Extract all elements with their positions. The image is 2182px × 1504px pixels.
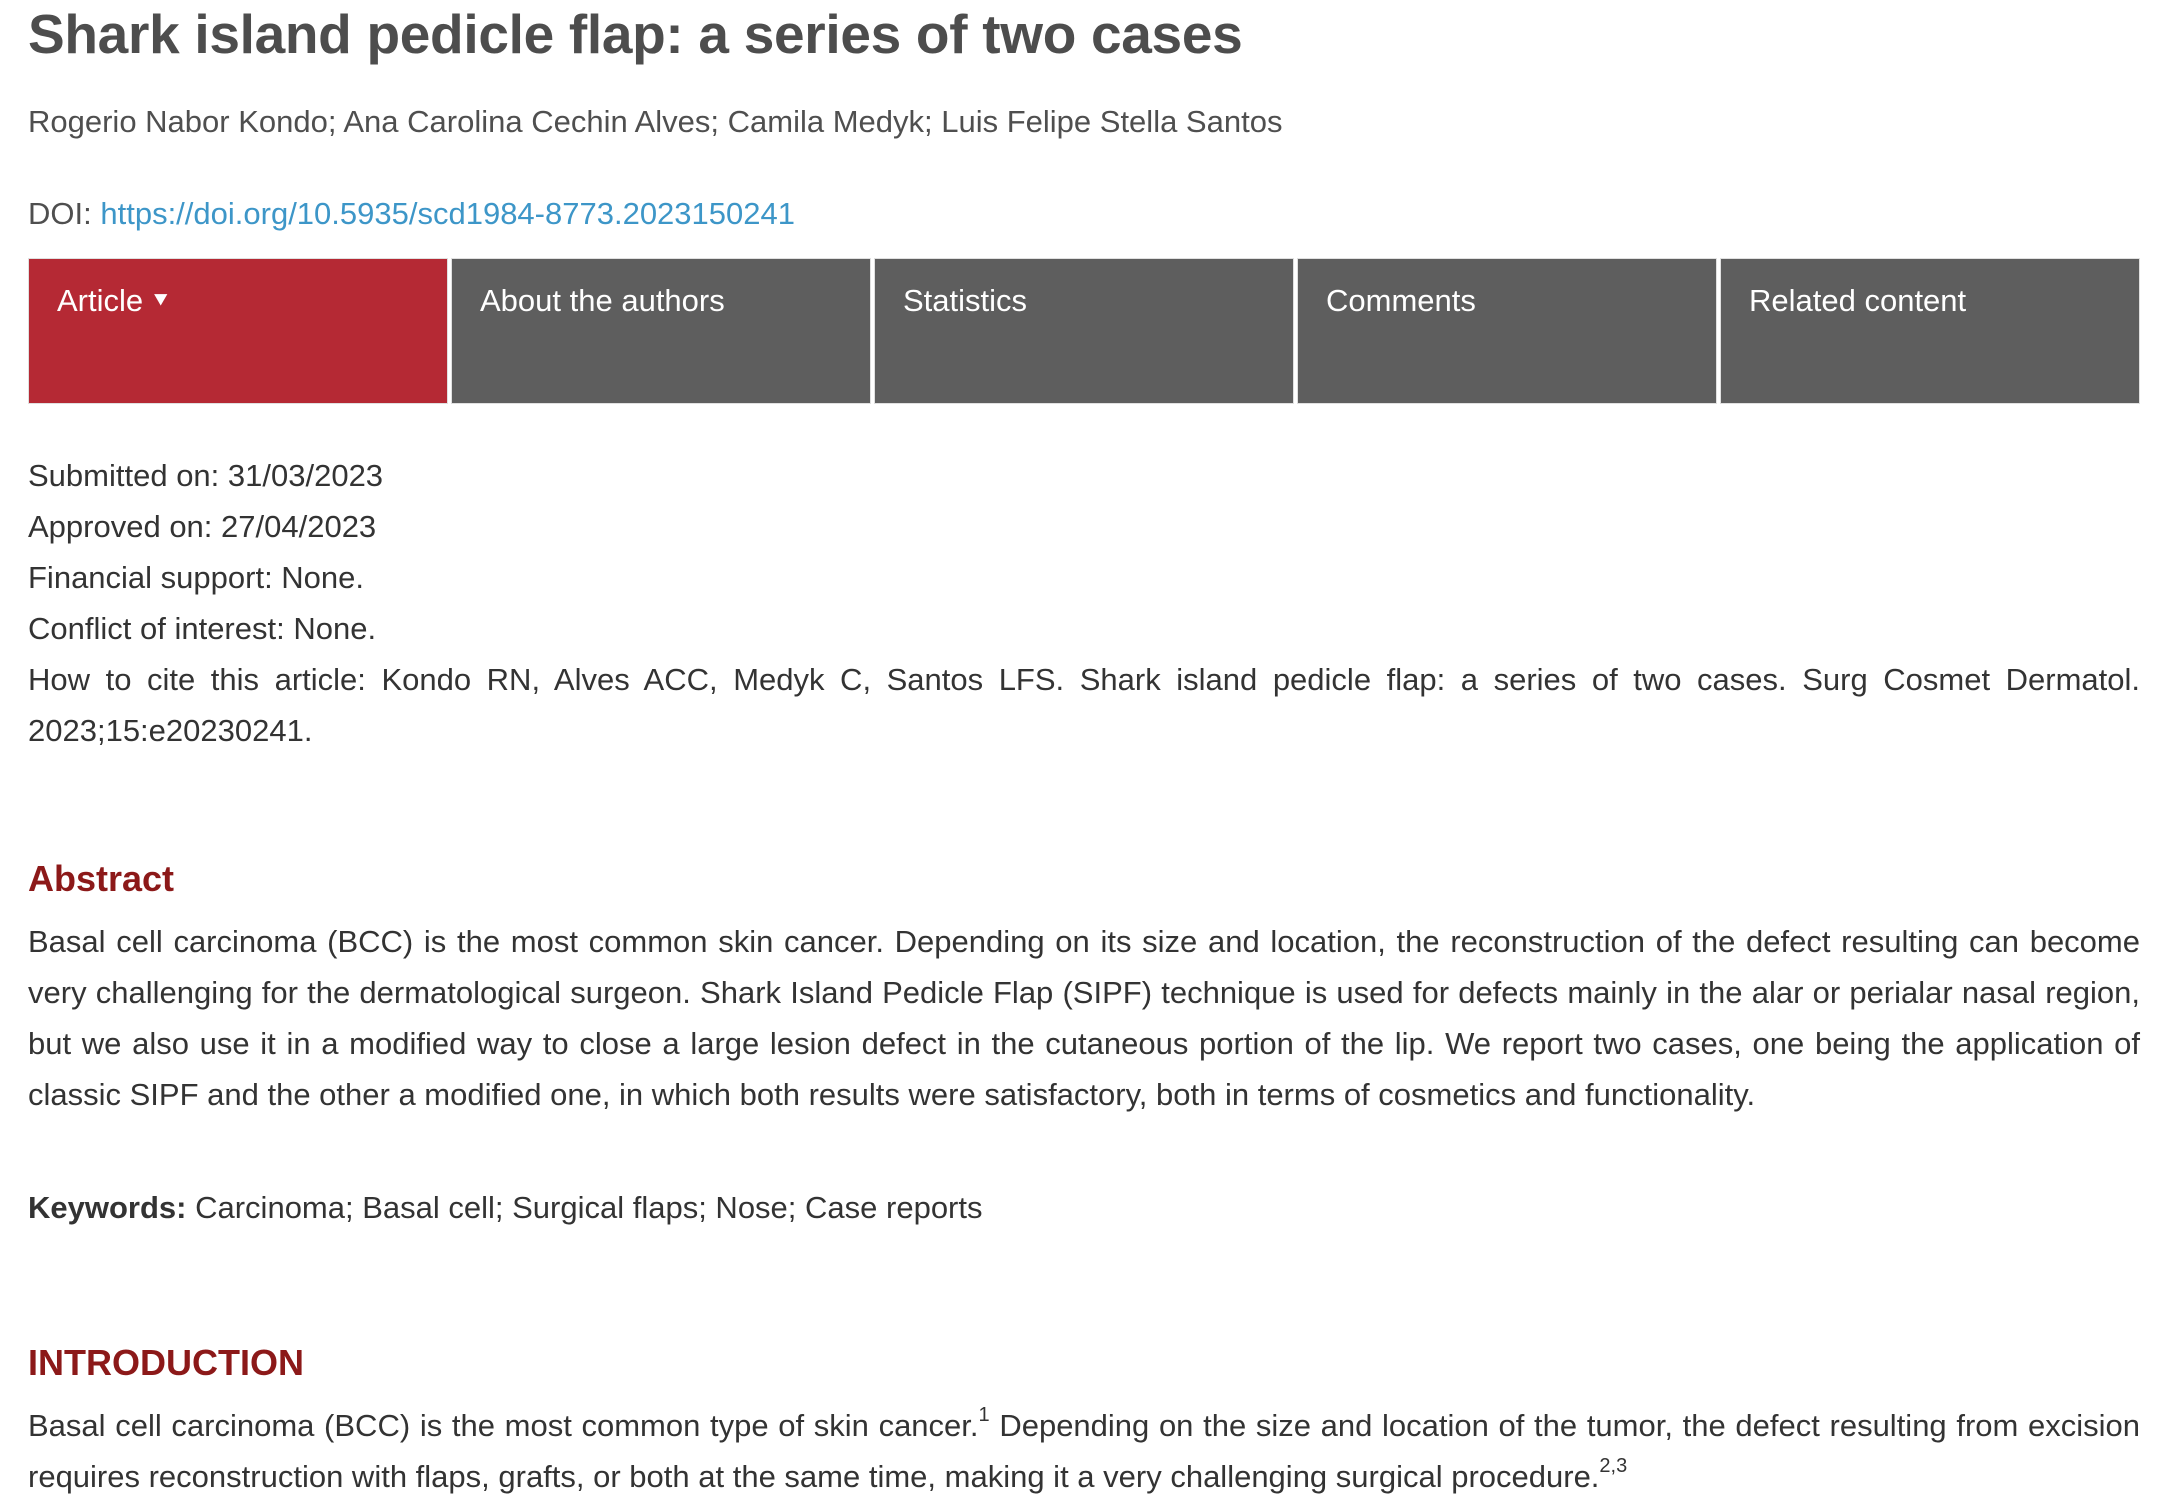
tab-comments[interactable] (1297, 258, 1717, 404)
abstract-heading: Abstract (28, 858, 175, 899)
reference-1-link[interactable]: 1 (978, 1403, 990, 1426)
keywords-text: Carcinoma; Basal cell; Surgical flaps; Nose; Case reports (195, 1190, 983, 1225)
article-metadata (28, 450, 2140, 756)
tab-article-label: Article (57, 283, 144, 318)
approved-date: Approved on: 27/04/2023 (28, 509, 377, 544)
submitted-date: Submitted on: 31/03/2023 (28, 458, 384, 493)
tab-comments-label: Comments (1326, 283, 1476, 318)
abstract-text: Basal cell carcinoma (BCC) is the most common skin cancer. Depending on its size and location, the reconstruction of the defect resulting can become very challenging for the dermatological surgeon. Shark Island Pedicle Flap (SIPF) technique is used for defects mainly in the alar or perialar nasal region, but we also use it in a modified way to close a large lesion defect in the cutaneous portion of the lip. We report two cases, one being the application of classic SIPF and the other a modified one, in which both results were satisfactory, both in terms of cosmetics and functionality. (28, 924, 2140, 1112)
double-chevron-down-icon: ⯆ (151, 288, 171, 315)
keywords (28, 1190, 983, 1226)
tab-about-the-authors[interactable] (451, 258, 871, 404)
doi-line (28, 196, 795, 232)
introduction-text-part-2: Depending on the size and location of the tumor, the defect resulting from excision requires reconstruction with flaps, grafts, or both at the same time, making it a very challenging surgical procedure. (28, 1408, 2140, 1494)
financial-support: Financial support: None. (28, 560, 365, 595)
author-list: Rogerio Nabor Kondo; Ana Carolina Cechin Alves; Camila Medyk; Luis Felipe Stella Santos (28, 104, 1283, 139)
conflict-of-interest: Conflict of interest: None. (28, 611, 377, 646)
introduction-text (28, 1400, 2140, 1502)
doi-link[interactable]: https://doi.org/10.5935/scd1984-8773.2023150241 (100, 196, 795, 231)
doi-label: DOI: (28, 196, 92, 231)
article-tabs (28, 258, 2140, 404)
reference-2-3-link[interactable]: 2,3 (1599, 1454, 1628, 1477)
tab-related-content-label: Related content (1749, 283, 1967, 318)
tab-about-the-authors-label: About the authors (480, 283, 725, 318)
article-title: Shark island pedicle flap: a series of two cases (28, 3, 1243, 65)
introduction-heading: INTRODUCTION (28, 1342, 304, 1383)
tab-statistics[interactable] (874, 258, 1294, 404)
tab-related-content[interactable] (1720, 258, 2140, 404)
citation: How to cite this article: Kondo RN, Alves ACC, Medyk C, Santos LFS. Shark island pedicle flap: a series of two cases. Surg Cosmet Dermatol. 2023;15:e20230241. (28, 662, 2140, 748)
tab-article[interactable] (28, 258, 448, 404)
keywords-label: Keywords: (28, 1190, 187, 1225)
tab-statistics-label: Statistics (903, 283, 1028, 318)
introduction-text-part-1: Basal cell carcinoma (BCC) is the most common type of skin cancer. (28, 1408, 979, 1443)
